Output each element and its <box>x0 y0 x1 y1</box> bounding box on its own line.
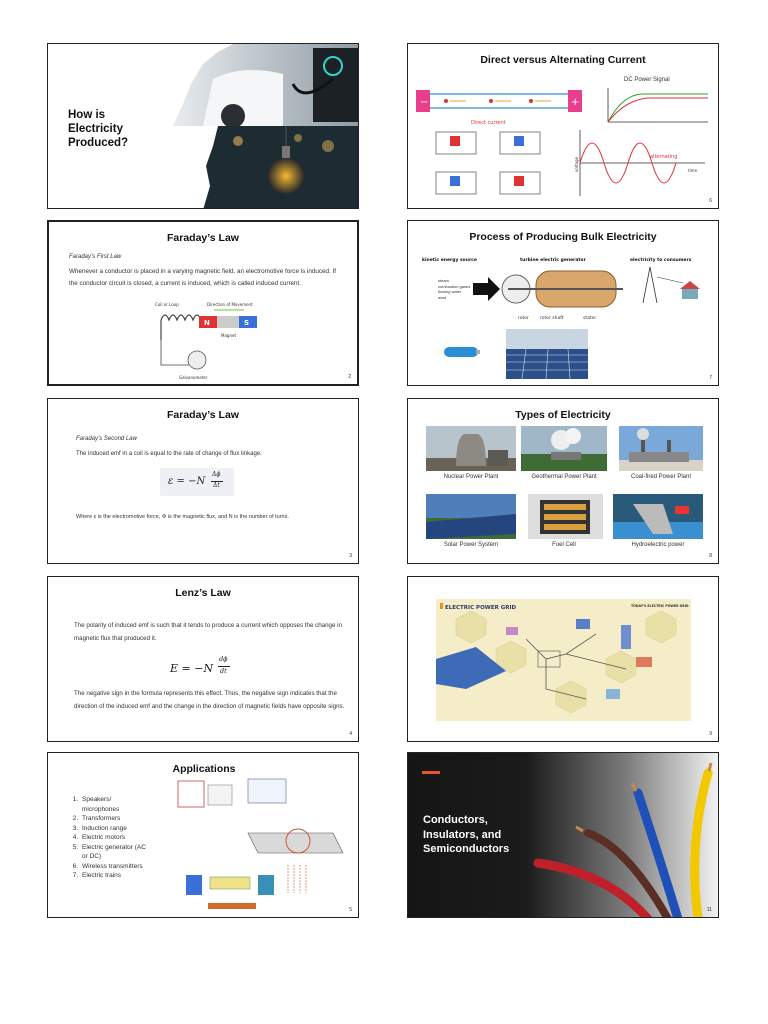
slide-title: Applications <box>172 763 236 775</box>
slide-faraday-first-law[interactable] <box>47 220 359 386</box>
slide-number: 3 <box>349 553 352 559</box>
list-item: 7. Electric trains <box>80 871 146 881</box>
dc-signal-label: DC Power Signal <box>624 77 670 83</box>
rotor-shaft-label: rotor shaft <box>540 316 564 321</box>
coil-label: Coil or Loop <box>155 302 179 307</box>
caption-solar: Solar Power System <box>443 542 499 548</box>
svg-text:+: + <box>571 97 580 108</box>
slide-number: 4 <box>349 731 352 737</box>
slide-dc-vs-ac[interactable] <box>407 43 719 209</box>
list-item: 2. Transformers <box>80 814 146 824</box>
list-item: 5. Electric generator (AC or DC) <box>80 843 146 862</box>
slide-number: 8 <box>709 553 712 559</box>
slide-subtitle: Faraday’s Second Law <box>76 436 137 442</box>
light-bulb-photo <box>198 126 359 209</box>
solar-farm-photo <box>506 329 588 379</box>
slide-conductors[interactable] <box>407 752 719 918</box>
slide-number: 9 <box>709 731 712 737</box>
rotor-label: rotor <box>518 316 529 321</box>
kinetic-label: kinetic energy source <box>422 258 477 263</box>
direction-label: Direction of Movement <box>207 302 253 307</box>
slide-number: 7 <box>709 375 712 381</box>
magnet-s-label: S <box>244 319 250 327</box>
slide-how-electricity-produced[interactable] <box>47 43 359 209</box>
equation-denominator: dt <box>220 667 227 675</box>
slide-title: Direct versus Alternating Current <box>480 54 646 66</box>
slide-title: Process of Producing Bulk Electricity <box>469 231 657 243</box>
coil-magnet-diagram <box>149 300 279 382</box>
ac-sine-chart <box>570 128 710 198</box>
ev-charger-photo <box>173 44 359 126</box>
battery-photo <box>442 343 482 361</box>
geothermal-plant-photo <box>521 426 607 471</box>
caption-coal: Coal-fired Power Plant <box>630 474 692 480</box>
solar-system-photo <box>426 494 516 539</box>
caption-fuel-cell: Fuel Cell <box>552 542 576 548</box>
list-item: 6. Wireless transmitters <box>80 862 146 872</box>
applications-list <box>68 795 146 881</box>
equation-numerator: dϕ <box>219 655 228 663</box>
lenz-equation <box>170 655 250 681</box>
power-grid-illustration <box>436 599 691 721</box>
slide-number: 2 <box>348 374 351 380</box>
magnet-label: Magnet <box>221 333 237 338</box>
slide-title: Faraday’s Law <box>167 232 239 244</box>
stator-label: stator <box>583 316 597 321</box>
faraday-equation <box>160 468 234 496</box>
caption-geothermal: Geothermal Power Plant <box>531 474 597 480</box>
slide-note: The negative sign in the formula represents this effect. Thus, the negative sign indicates that the direction of the induced emf and the change in the direction of magnetic fields have opposite signs. <box>74 690 345 710</box>
slide-title: Lenz’s Law <box>175 587 231 599</box>
slide-body: The induced emf in a coil is equal to the rate of change of flux linkage. <box>76 451 262 457</box>
slide-subtitle: Faraday’s First Law <box>69 254 122 260</box>
slide-number: 5 <box>349 907 352 913</box>
slide-note: Where ε is the electromotive force, Φ is the magnetic flux, and N is the number of turns. <box>76 514 289 520</box>
applications-diagrams <box>168 773 353 913</box>
slide-title: Faraday’s Law <box>167 409 239 421</box>
accent-bar <box>422 771 440 774</box>
slide-bulk-electricity[interactable] <box>407 220 719 386</box>
slide-types-electricity[interactable] <box>407 398 719 564</box>
nuclear-plant-photo <box>426 426 516 471</box>
svg-text:−: − <box>420 97 429 108</box>
slide-title: Conductors, Insulators, and Semiconductors <box>423 814 510 855</box>
turbine-label: turbine electric generator <box>520 258 586 263</box>
slide-number: 11 <box>706 907 712 913</box>
caption-hydroelectric: Hydroelectric power <box>631 542 685 548</box>
direct-current-label: Direct current <box>471 120 506 126</box>
slide-body: The polarity of induced emf is such that it tends to produce a current which opposes the change in magnetic flux that produced it. <box>74 622 342 642</box>
hydroelectric-photo <box>613 494 703 539</box>
list-item: 3. Induction range <box>80 824 146 834</box>
equation-denominator: Δt <box>213 482 220 489</box>
wires-photo <box>528 753 719 918</box>
time-label: time <box>688 168 698 173</box>
grid-title: ELECTRIC POWER GRID <box>445 605 517 611</box>
slide-title: How is Electricity Produced? <box>68 109 129 149</box>
magnet-n-label: N <box>204 319 210 327</box>
switch-diagrams <box>428 124 558 204</box>
dc-signal-chart <box>603 86 713 126</box>
caption-nuclear: Nuclear Power Plant <box>443 474 499 480</box>
slide-applications[interactable] <box>47 752 359 918</box>
consumers-label: electricity to consumers <box>630 258 692 263</box>
equation-lhs: E = −N <box>170 662 214 675</box>
fuel-cell-photo <box>528 494 603 539</box>
equation-numerator: Δϕ <box>212 471 221 478</box>
galvanometer-label: Galvanometer <box>179 375 208 380</box>
energy-sources-label: steam combustion gases flowing water wind <box>438 278 471 300</box>
slide-faraday-second-law[interactable] <box>47 398 359 564</box>
equation-lhs: ε = −N <box>168 476 206 487</box>
grid-subtitle: TODAY'S ELECTRIC POWER GRID <box>631 604 689 608</box>
slide-number: 6 <box>709 198 712 204</box>
coal-plant-photo <box>619 426 703 471</box>
list-item: 1. Speakers/ microphones <box>80 795 146 814</box>
voltage-label: voltage <box>574 157 579 172</box>
list-item: 4. Electric motors <box>80 833 146 843</box>
slide-lenz-law[interactable] <box>47 576 359 742</box>
slide-electric-power-grid[interactable] <box>407 576 719 742</box>
alternating-label: alternating <box>650 154 678 160</box>
slide-title: Types of Electricity <box>515 409 611 421</box>
slide-body: Whenever a conductor is placed in a varying magnetic field, an electromotive force is induced. If the conductor circuit is closed, a current is induced, which is called induced current. <box>69 268 337 287</box>
